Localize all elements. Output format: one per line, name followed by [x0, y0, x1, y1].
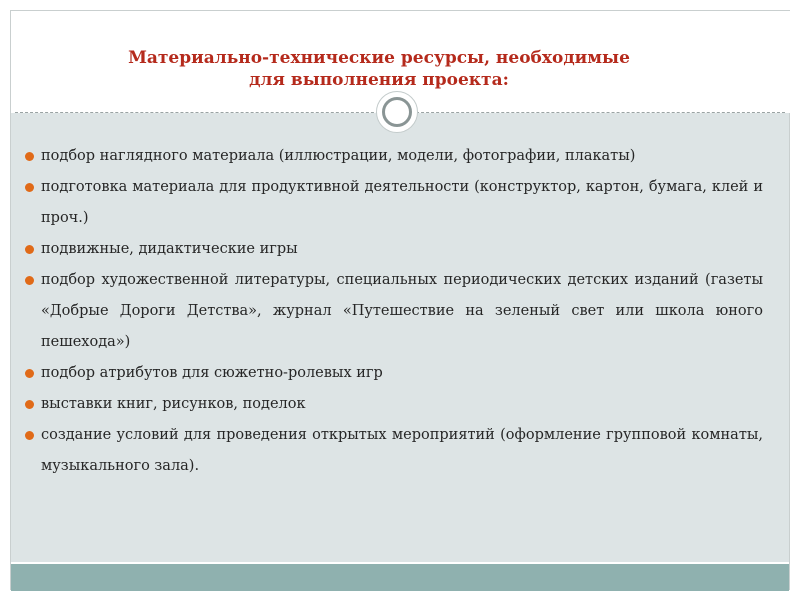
- ring-emblem-inner: [382, 97, 412, 127]
- bullet-dot-icon: [25, 400, 34, 409]
- bullet-dot-icon: [25, 245, 34, 254]
- list-item-text: выставки книг, рисунков, поделок: [41, 396, 306, 412]
- list-item: [25, 265, 763, 358]
- list-item: [25, 141, 763, 172]
- list-item-text: создание условий для проведения открытых мероприятий (оформление групповой комнаты, музыкального зала).: [41, 427, 763, 474]
- list-item-text: подбор атрибутов для сюжетно-ролевых игр: [41, 365, 383, 381]
- list-item: [25, 358, 763, 389]
- list-item: [25, 172, 763, 234]
- title-line-1: Материально-технические ресурсы, необходимые: [128, 48, 630, 68]
- bullet-dot-icon: [25, 431, 34, 440]
- slide-title: [29, 47, 729, 91]
- bullet-dot-icon: [25, 276, 34, 285]
- slide: [10, 10, 790, 590]
- footer-band: [11, 562, 789, 591]
- list-item-text: подготовка материала для продуктивной деятельности (конструктор, картон, бумага, клей и проч.): [41, 179, 763, 226]
- list-item-text: подвижные, дидактические игры: [41, 241, 298, 257]
- list-item: [25, 234, 763, 265]
- list-item-text: подбор наглядного материала (иллюстрации, модели, фотографии, плакаты): [41, 148, 636, 164]
- bullet-dot-icon: [25, 183, 34, 192]
- list-item: [25, 420, 763, 482]
- resource-list: [25, 141, 763, 482]
- list-item: [25, 389, 763, 420]
- bullet-dot-icon: [25, 369, 34, 378]
- list-item-text: подбор художественной литературы, специальных периодических детских изданий (газеты «Добрые Дороги Детства», журнал «Путешествие на зеленый свет или школа юного пешехода»): [41, 272, 763, 350]
- title-line-2: для выполнения проекта:: [249, 70, 509, 90]
- ring-emblem-icon: [376, 91, 418, 133]
- bullet-dot-icon: [25, 152, 34, 161]
